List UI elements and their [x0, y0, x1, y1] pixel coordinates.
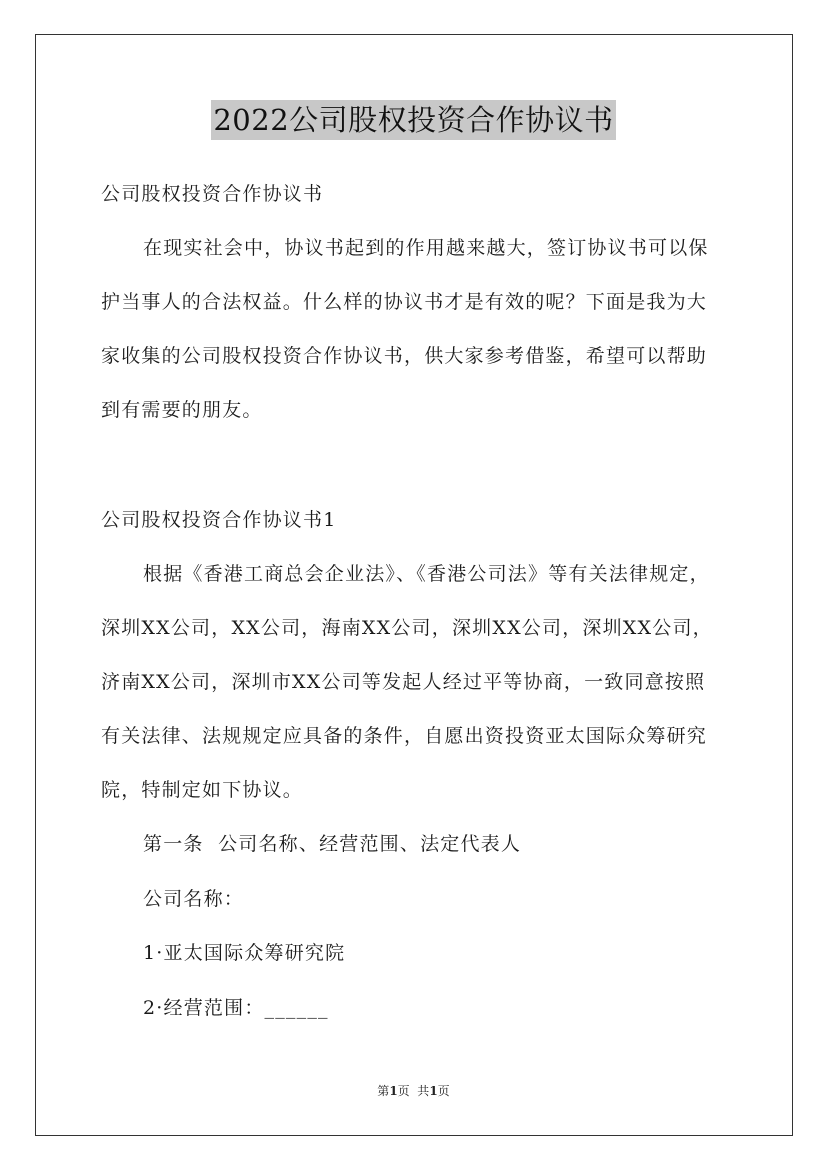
article-1-heading: 第一条 公司名称、经营范围、法定代表人: [143, 833, 522, 855]
body-line-4: 有关法律、法规规定应具备的条件，自愿出资投资亚太国际众筹研究: [101, 725, 708, 747]
body-line-5: 院，特制定如下协议。: [101, 779, 304, 801]
document-subtitle: 公司股权投资合作协议书: [101, 183, 324, 205]
intro-line-1: 在现实社会中，协议书起到的作用越来越大，签订协议书可以保: [143, 237, 709, 259]
page-footer: [0, 1083, 827, 1099]
document-title: 2022公司股权投资合作协议书: [211, 100, 615, 140]
title-block: [0, 100, 827, 140]
intro-line-3: 家收集的公司股权投资合作协议书，供大家参考借鉴，希望可以帮助: [101, 345, 708, 367]
footer-current-page: 1: [389, 1084, 398, 1098]
body-line-2: 深圳XX公司，XX公司，海南XX公司，深圳XX公司，深圳XX公司，: [101, 617, 713, 639]
footer-middle: 页 共: [397, 1084, 430, 1098]
footer-suffix: 页: [437, 1084, 450, 1098]
company-name-label: 公司名称：: [143, 888, 245, 910]
footer-prefix: 第: [377, 1084, 390, 1098]
section-heading: 公司股权投资合作协议书1: [101, 509, 337, 531]
footer-total-pages: 1: [429, 1084, 438, 1098]
list-item-2: 2·经营范围：______: [143, 997, 329, 1019]
intro-line-4: 到有需要的朋友。: [101, 399, 263, 421]
body-line-3: 济南XX公司，深圳市XX公司等发起人经过平等协商，一致同意按照: [101, 671, 706, 693]
body-line-1: 根据《香港工商总会企业法》、《香港公司法》等有关法律规定，: [143, 563, 710, 585]
list-item-1: 1·亚太国际众筹研究院: [143, 942, 346, 964]
intro-line-2: 护当事人的合法权益。什么样的协议书才是有效的呢？下面是我为大: [101, 291, 708, 313]
